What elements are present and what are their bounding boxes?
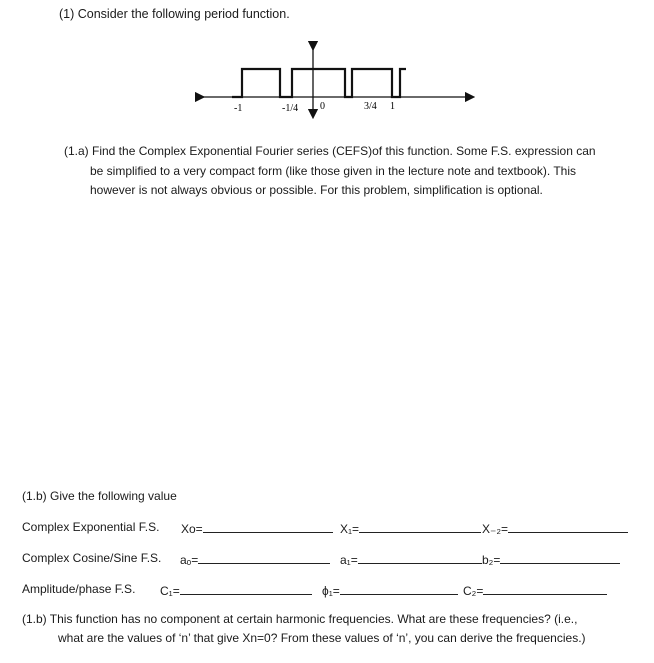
- field-a1[interactable]: [340, 551, 482, 567]
- tick-label: -1/4: [282, 103, 299, 114]
- part-a-line: (1.a) Find the Complex Exponential Fourier series (CEFS)of this function. Some F.S. expression can: [64, 144, 596, 158]
- field-label: ϕ₁=: [322, 584, 340, 598]
- square-wave: [232, 69, 406, 97]
- problem-intro: (1) Consider the following period function.: [59, 7, 290, 21]
- field-label: X₁=: [340, 522, 360, 536]
- tick-label: 3/4: [364, 101, 377, 112]
- tick-label: 1: [390, 101, 395, 112]
- field-a0[interactable]: [180, 551, 330, 567]
- field-label: C₁=: [160, 584, 180, 598]
- part-b2-line: (1.b) This function has no component at certain harmonic frequencies. What are these frequencies? (i.e.,: [22, 612, 578, 626]
- tick-label: -1: [234, 103, 243, 114]
- field-label: X₋₂=: [482, 522, 509, 536]
- part-b-heading: (1.b) Give the following value: [22, 489, 177, 503]
- field-label: a₁=: [340, 553, 358, 567]
- field-x-2[interactable]: [482, 520, 628, 536]
- part-a-line: however is not always obvious or possible. For this problem, simplification is optional.: [90, 183, 543, 197]
- field-x1[interactable]: [340, 520, 481, 536]
- field-phi1[interactable]: [322, 582, 458, 598]
- answer-blank[interactable]: [203, 520, 333, 533]
- row-label: Complex Cosine/Sine F.S.: [22, 551, 162, 565]
- answer-blank[interactable]: [500, 551, 620, 564]
- field-label: Xo=: [181, 522, 203, 536]
- part-b2-line: what are the values of ‘n’ that give Xn=0? From these values of ‘n’, you can derive the frequencies.): [58, 631, 586, 645]
- field-b2[interactable]: [482, 551, 620, 567]
- field-label: aₒ=: [180, 553, 199, 567]
- tick-label: 0: [320, 101, 325, 112]
- answer-blank[interactable]: [358, 551, 482, 564]
- field-x0[interactable]: [181, 520, 333, 536]
- row-label: Amplitude/phase F.S.: [22, 582, 136, 596]
- answer-blank[interactable]: [508, 520, 628, 533]
- field-label: C₂=: [463, 584, 484, 598]
- part-a-text: [64, 142, 634, 201]
- answer-blank[interactable]: [483, 582, 607, 595]
- field-c2[interactable]: [463, 582, 607, 598]
- answer-blank[interactable]: [180, 582, 312, 595]
- periodic-function-figure: [180, 36, 480, 131]
- row-label: Complex Exponential F.S.: [22, 520, 160, 534]
- answer-blank[interactable]: [198, 551, 330, 564]
- answer-blank[interactable]: [340, 582, 458, 595]
- part-a-line: be simplified to a very compact form (like those given in the lecture note and textbook). This: [90, 163, 577, 178]
- field-c1[interactable]: [160, 582, 312, 598]
- answer-blank[interactable]: [359, 520, 481, 533]
- field-label: b₂=: [482, 553, 501, 567]
